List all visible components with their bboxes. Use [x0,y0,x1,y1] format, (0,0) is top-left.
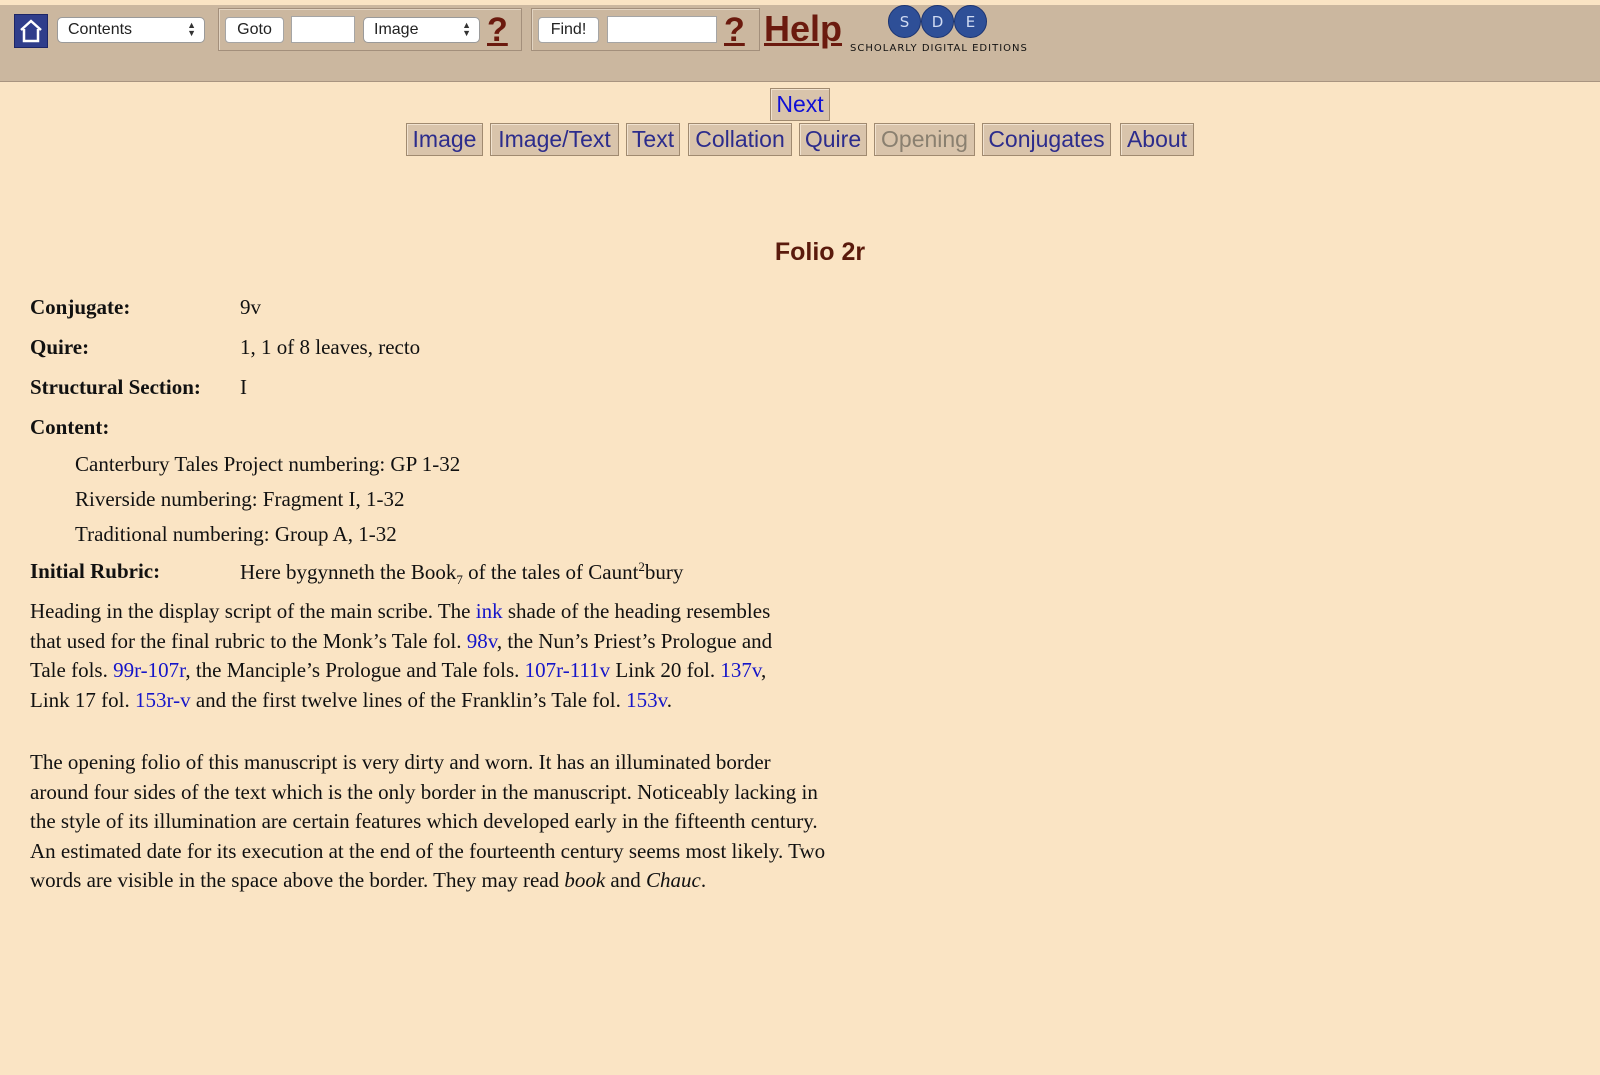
para1-text: Link 20 fol. [610,658,721,682]
folio-137v-link[interactable]: 137v [720,658,762,682]
para1-text: , the Nun’s Priest’s Prologue and Tale fols. [30,628,773,682]
content-line-traditional: Traditional numbering: Group A, 1-32 [75,522,397,546]
rubric-part-2: of the tales of Caunt [462,560,639,584]
para2-emphasis-chauc: Chauc [646,868,701,892]
folio-99r-107r-link[interactable]: 99r-107r [113,658,186,682]
logo-caption: SCHOLARLY DIGITAL EDITIONS [850,43,1028,54]
find-input[interactable] [607,16,717,43]
rubric-superscript-mark: 2 [638,559,645,574]
tab-image[interactable]: Image [406,123,483,156]
conjugate-value: 9v [240,295,261,319]
page-title: Folio 2r [774,238,866,266]
tab-image-text[interactable]: Image/Text [490,123,619,156]
logo-circle-d: D [921,5,954,38]
para2-text: The opening folio of this manuscript is very dirty and worn. It has an illuminated border around four sides of the text which is the only border in the manuscript. Noticeably lacking in the style of its illumination are certain features which developed early in the fifteenth century. An estimated date for its execution at the end of the fourteenth century seems most likely. Two words are visible in the space above the border. They may read [30,750,826,892]
folio-107r-111v-link[interactable]: 107r-111v [524,658,611,682]
goto-type-select[interactable] [363,17,480,43]
find-button[interactable]: Find! [538,17,599,43]
help-link[interactable]: Help [764,8,843,49]
select-arrows-icon: ▲ ▼ [187,20,196,38]
home-button[interactable] [14,14,48,48]
para1-text: , the Manciple’s Prologue and Tale fols. [185,658,525,682]
tab-opening: Opening [874,123,975,156]
tab-text[interactable]: Text [626,123,680,156]
para1-text: and the first twelve lines of the Franklin’s Tale fol. [190,687,627,712]
quire-label: Quire: [30,335,90,359]
conjugate-label: Conjugate: [30,295,131,319]
logo-circle-s: S [888,5,921,38]
initial-rubric-label: Initial Rubric: [30,559,161,583]
contents-select-value: Contents [68,21,133,38]
folio-153v-link[interactable]: 153v [626,687,667,712]
rubric-part-1: Here bygynneth the Book [240,560,457,584]
select-arrows-icon: ▲ ▼ [462,20,471,38]
folio-98v-link[interactable]: 98v [466,628,497,653]
content-label: Content: [30,415,110,439]
para1-text: Heading in the display script of the main scribe. The [30,599,476,623]
folio-description-paragraph [30,748,830,896]
para1-text: , Link 17 fol. [30,658,767,712]
content-line-ctp: Canterbury Tales Project numbering: GP 1-32 [75,452,461,476]
content-line-riverside: Riverside numbering: Fragment I, 1-32 [75,487,405,511]
tab-conjugates[interactable]: Conjugates [982,123,1111,156]
para1-text: shade of the heading resembles that used for the final rubric to the Monk’s Tale fol. [30,599,771,653]
rubric-part-3: bury [644,560,684,584]
quire-value: 1, 1 of 8 leaves, recto [240,335,421,359]
initial-rubric-value [240,559,683,588]
para1-text: . [666,687,673,712]
next-button[interactable]: Next [770,88,830,121]
tab-collation[interactable]: Collation [688,123,792,156]
goto-help-link[interactable]: ? [487,11,508,49]
tab-about[interactable]: About [1120,123,1194,156]
goto-button[interactable]: Goto [225,17,284,43]
folio-153r-v-link[interactable]: 153r-v [135,687,191,712]
tab-quire[interactable]: Quire [799,123,867,156]
structural-section-value: I [240,375,247,399]
goto-input[interactable] [291,16,355,43]
find-help-link[interactable]: ? [724,11,745,49]
rubric-description-paragraph [30,597,800,715]
rubric-abbrev-mark: 7 [456,572,463,588]
logo-circle-e: E [954,5,987,38]
sde-logo[interactable] [888,5,990,41]
para2-emphasis-book: book [564,868,606,892]
para2-text: and [605,868,646,892]
goto-type-select-value: Image [374,21,419,38]
para2-text: . [700,868,707,892]
structural-section-label: Structural Section: [30,375,201,399]
contents-select[interactable] [57,17,205,43]
ink-link[interactable]: ink [475,599,503,623]
home-icon [18,18,44,44]
toolbar [0,5,1600,82]
